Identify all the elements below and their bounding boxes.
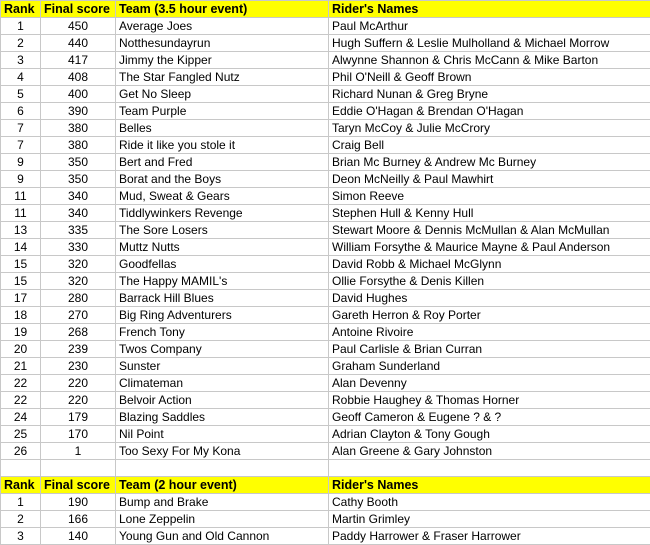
- rank-cell[interactable]: 25: [1, 426, 41, 443]
- table-row: [1, 86, 650, 103]
- header-row-3-5-hour: [1, 1, 650, 18]
- riders-cell[interactable]: Brian Mc Burney & Andrew Mc Burney: [329, 154, 650, 171]
- team-cell[interactable]: Twos Company: [116, 341, 329, 358]
- header-score[interactable]: Final score: [41, 1, 116, 18]
- rank-cell[interactable]: 3: [1, 52, 41, 69]
- team-cell[interactable]: The Sore Losers: [116, 222, 329, 239]
- team-cell[interactable]: Young Gun and Old Cannon: [116, 528, 329, 545]
- riders-cell[interactable]: Paul McArthur: [329, 18, 650, 35]
- team-cell[interactable]: Too Sexy For My Kona: [116, 443, 329, 460]
- score-cell[interactable]: 166: [41, 511, 116, 528]
- rank-cell[interactable]: 18: [1, 307, 41, 324]
- riders-cell[interactable]: Stewart Moore & Dennis McMullan & Alan McMullan: [329, 222, 650, 239]
- score-cell[interactable]: 220: [41, 392, 116, 409]
- team-cell[interactable]: Climateman: [116, 375, 329, 392]
- score-cell[interactable]: 179: [41, 409, 116, 426]
- header-team[interactable]: Team (2 hour event): [116, 477, 329, 494]
- rank-cell[interactable]: 11: [1, 188, 41, 205]
- empty-cell[interactable]: [41, 460, 116, 477]
- table-row: [1, 103, 650, 120]
- riders-cell[interactable]: Adrian Clayton & Tony Gough: [329, 426, 650, 443]
- rank-cell[interactable]: 20: [1, 341, 41, 358]
- score-cell[interactable]: 239: [41, 341, 116, 358]
- table-row: [1, 239, 650, 256]
- table-row: [1, 358, 650, 375]
- table-row: [1, 256, 650, 273]
- riders-cell[interactable]: Stephen Hull & Kenny Hull: [329, 205, 650, 222]
- team-cell[interactable]: Get No Sleep: [116, 86, 329, 103]
- riders-cell[interactable]: Graham Sunderland: [329, 358, 650, 375]
- rank-cell[interactable]: 14: [1, 239, 41, 256]
- riders-cell[interactable]: Alwynne Shannon & Chris McCann & Mike Barton: [329, 52, 650, 69]
- team-cell[interactable]: The Star Fangled Nutz: [116, 69, 329, 86]
- rank-cell[interactable]: 15: [1, 273, 41, 290]
- score-cell[interactable]: 140: [41, 528, 116, 545]
- score-cell[interactable]: 270: [41, 307, 116, 324]
- team-cell[interactable]: The Happy MAMIL's: [116, 273, 329, 290]
- rank-cell[interactable]: 1: [1, 494, 41, 511]
- rank-cell[interactable]: 7: [1, 137, 41, 154]
- table-row: [1, 35, 650, 52]
- table-row: [1, 18, 650, 35]
- team-cell[interactable]: Belvoir Action: [116, 392, 329, 409]
- empty-cell[interactable]: [329, 460, 650, 477]
- rank-cell[interactable]: 17: [1, 290, 41, 307]
- rank-cell[interactable]: 3: [1, 528, 41, 545]
- table-row: [1, 290, 650, 307]
- table-row: [1, 171, 650, 188]
- table-row: [1, 324, 650, 341]
- score-cell[interactable]: 380: [41, 120, 116, 137]
- score-cell[interactable]: 417: [41, 52, 116, 69]
- score-cell[interactable]: 170: [41, 426, 116, 443]
- score-cell[interactable]: 380: [41, 137, 116, 154]
- score-cell[interactable]: 350: [41, 171, 116, 188]
- table-row: [1, 511, 650, 528]
- table-row: [1, 69, 650, 86]
- team-cell[interactable]: Muttz Nutts: [116, 239, 329, 256]
- table-row: [1, 273, 650, 290]
- team-cell[interactable]: Ride it like you stole it: [116, 137, 329, 154]
- table-row: [1, 528, 650, 545]
- rank-cell[interactable]: 21: [1, 358, 41, 375]
- team-cell[interactable]: Average Joes: [116, 18, 329, 35]
- team-cell[interactable]: Belles: [116, 120, 329, 137]
- rank-cell[interactable]: 22: [1, 375, 41, 392]
- rank-cell[interactable]: 9: [1, 154, 41, 171]
- team-cell[interactable]: Borat and the Boys: [116, 171, 329, 188]
- score-cell[interactable]: 268: [41, 324, 116, 341]
- riders-cell[interactable]: Geoff Cameron & Eugene ? & ?: [329, 409, 650, 426]
- riders-cell[interactable]: Ollie Forsythe & Denis Killen: [329, 273, 650, 290]
- table-row: [1, 188, 650, 205]
- score-cell[interactable]: 340: [41, 188, 116, 205]
- score-cell[interactable]: 400: [41, 86, 116, 103]
- riders-cell[interactable]: Craig Bell: [329, 137, 650, 154]
- table-row: [1, 443, 650, 460]
- riders-cell[interactable]: Martin Grimley: [329, 511, 650, 528]
- table-row: [1, 341, 650, 358]
- riders-cell[interactable]: Phil O'Neill & Geoff Brown: [329, 69, 650, 86]
- score-cell[interactable]: 230: [41, 358, 116, 375]
- header-row-2-hour: [1, 477, 650, 494]
- score-cell[interactable]: 340: [41, 205, 116, 222]
- header-score[interactable]: Final score: [41, 477, 116, 494]
- score-cell[interactable]: 320: [41, 273, 116, 290]
- table-row: [1, 426, 650, 443]
- team-cell[interactable]: Big Ring Adventurers: [116, 307, 329, 324]
- header-riders[interactable]: Rider's Names: [329, 477, 650, 494]
- riders-cell[interactable]: Paddy Harrower & Fraser Harrower: [329, 528, 650, 545]
- riders-cell[interactable]: Robbie Haughey & Thomas Horner: [329, 392, 650, 409]
- score-cell[interactable]: 320: [41, 256, 116, 273]
- rank-cell[interactable]: 2: [1, 511, 41, 528]
- score-cell[interactable]: 1: [41, 443, 116, 460]
- team-cell[interactable]: Team Purple: [116, 103, 329, 120]
- empty-cell[interactable]: [1, 460, 41, 477]
- rank-cell[interactable]: 11: [1, 205, 41, 222]
- header-rank[interactable]: Rank: [1, 1, 41, 18]
- team-cell[interactable]: French Tony: [116, 324, 329, 341]
- rank-cell[interactable]: 15: [1, 256, 41, 273]
- riders-cell[interactable]: Taryn McCoy & Julie McCrory: [329, 120, 650, 137]
- rank-cell[interactable]: 5: [1, 86, 41, 103]
- table-row: [1, 52, 650, 69]
- rank-cell[interactable]: 22: [1, 392, 41, 409]
- riders-cell[interactable]: Deon McNeilly & Paul Mawhirt: [329, 171, 650, 188]
- empty-cell[interactable]: [116, 460, 329, 477]
- team-cell[interactable]: Barrack Hill Blues: [116, 290, 329, 307]
- rank-cell[interactable]: 24: [1, 409, 41, 426]
- riders-cell[interactable]: Hugh Suffern & Leslie Mulholland & Michael Morrow: [329, 35, 650, 52]
- table-row: [1, 120, 650, 137]
- rank-cell[interactable]: 7: [1, 120, 41, 137]
- rank-cell[interactable]: 4: [1, 69, 41, 86]
- team-cell[interactable]: Sunster: [116, 358, 329, 375]
- team-cell[interactable]: Goodfellas: [116, 256, 329, 273]
- score-cell[interactable]: 440: [41, 35, 116, 52]
- table-row: [1, 307, 650, 324]
- riders-cell[interactable]: Cathy Booth: [329, 494, 650, 511]
- score-cell[interactable]: 190: [41, 494, 116, 511]
- table-row: [1, 494, 650, 511]
- team-cell[interactable]: Jimmy the Kipper: [116, 52, 329, 69]
- riders-cell[interactable]: Eddie O'Hagan & Brendan O'Hagan: [329, 103, 650, 120]
- team-cell[interactable]: Nil Point: [116, 426, 329, 443]
- table-row: [1, 409, 650, 426]
- rank-cell[interactable]: 6: [1, 103, 41, 120]
- table-row: [1, 222, 650, 239]
- team-cell[interactable]: Blazing Saddles: [116, 409, 329, 426]
- riders-cell[interactable]: Antoine Rivoire: [329, 324, 650, 341]
- riders-cell[interactable]: Richard Nunan & Greg Bryne: [329, 86, 650, 103]
- rank-cell[interactable]: 2: [1, 35, 41, 52]
- riders-cell[interactable]: Alan Greene & Gary Johnston: [329, 443, 650, 460]
- team-cell[interactable]: Bert and Fred: [116, 154, 329, 171]
- score-cell[interactable]: 335: [41, 222, 116, 239]
- riders-cell[interactable]: David Robb & Michael McGlynn: [329, 256, 650, 273]
- riders-cell[interactable]: William Forsythe & Maurice Mayne & Paul Anderson: [329, 239, 650, 256]
- riders-cell[interactable]: Paul Carlisle & Brian Curran: [329, 341, 650, 358]
- riders-cell[interactable]: David Hughes: [329, 290, 650, 307]
- team-cell[interactable]: Mud, Sweat & Gears: [116, 188, 329, 205]
- score-cell[interactable]: 450: [41, 18, 116, 35]
- rank-cell[interactable]: 26: [1, 443, 41, 460]
- team-cell[interactable]: Lone Zeppelin: [116, 511, 329, 528]
- riders-cell[interactable]: Simon Reeve: [329, 188, 650, 205]
- riders-cell[interactable]: Gareth Herron & Roy Porter: [329, 307, 650, 324]
- rank-cell[interactable]: 1: [1, 18, 41, 35]
- rank-cell[interactable]: 13: [1, 222, 41, 239]
- score-cell[interactable]: 350: [41, 154, 116, 171]
- table-row: [1, 137, 650, 154]
- team-cell[interactable]: Bump and Brake: [116, 494, 329, 511]
- table-row: [1, 205, 650, 222]
- table-row: [1, 375, 650, 392]
- table-row: [1, 392, 650, 409]
- spacer-row: [1, 460, 650, 477]
- team-cell[interactable]: Tiddlywinkers Revenge: [116, 205, 329, 222]
- riders-cell[interactable]: Alan Devenny: [329, 375, 650, 392]
- score-cell[interactable]: 408: [41, 69, 116, 86]
- score-cell[interactable]: 330: [41, 239, 116, 256]
- header-rank[interactable]: Rank: [1, 477, 41, 494]
- score-cell[interactable]: 280: [41, 290, 116, 307]
- rank-cell[interactable]: 9: [1, 171, 41, 188]
- header-team[interactable]: Team (3.5 hour event): [116, 1, 329, 18]
- results-body: [1, 1, 650, 545]
- score-cell[interactable]: 390: [41, 103, 116, 120]
- rank-cell[interactable]: 19: [1, 324, 41, 341]
- table-row: [1, 154, 650, 171]
- header-riders[interactable]: Rider's Names: [329, 1, 650, 18]
- score-cell[interactable]: 220: [41, 375, 116, 392]
- team-cell[interactable]: Notthesundayrun: [116, 35, 329, 52]
